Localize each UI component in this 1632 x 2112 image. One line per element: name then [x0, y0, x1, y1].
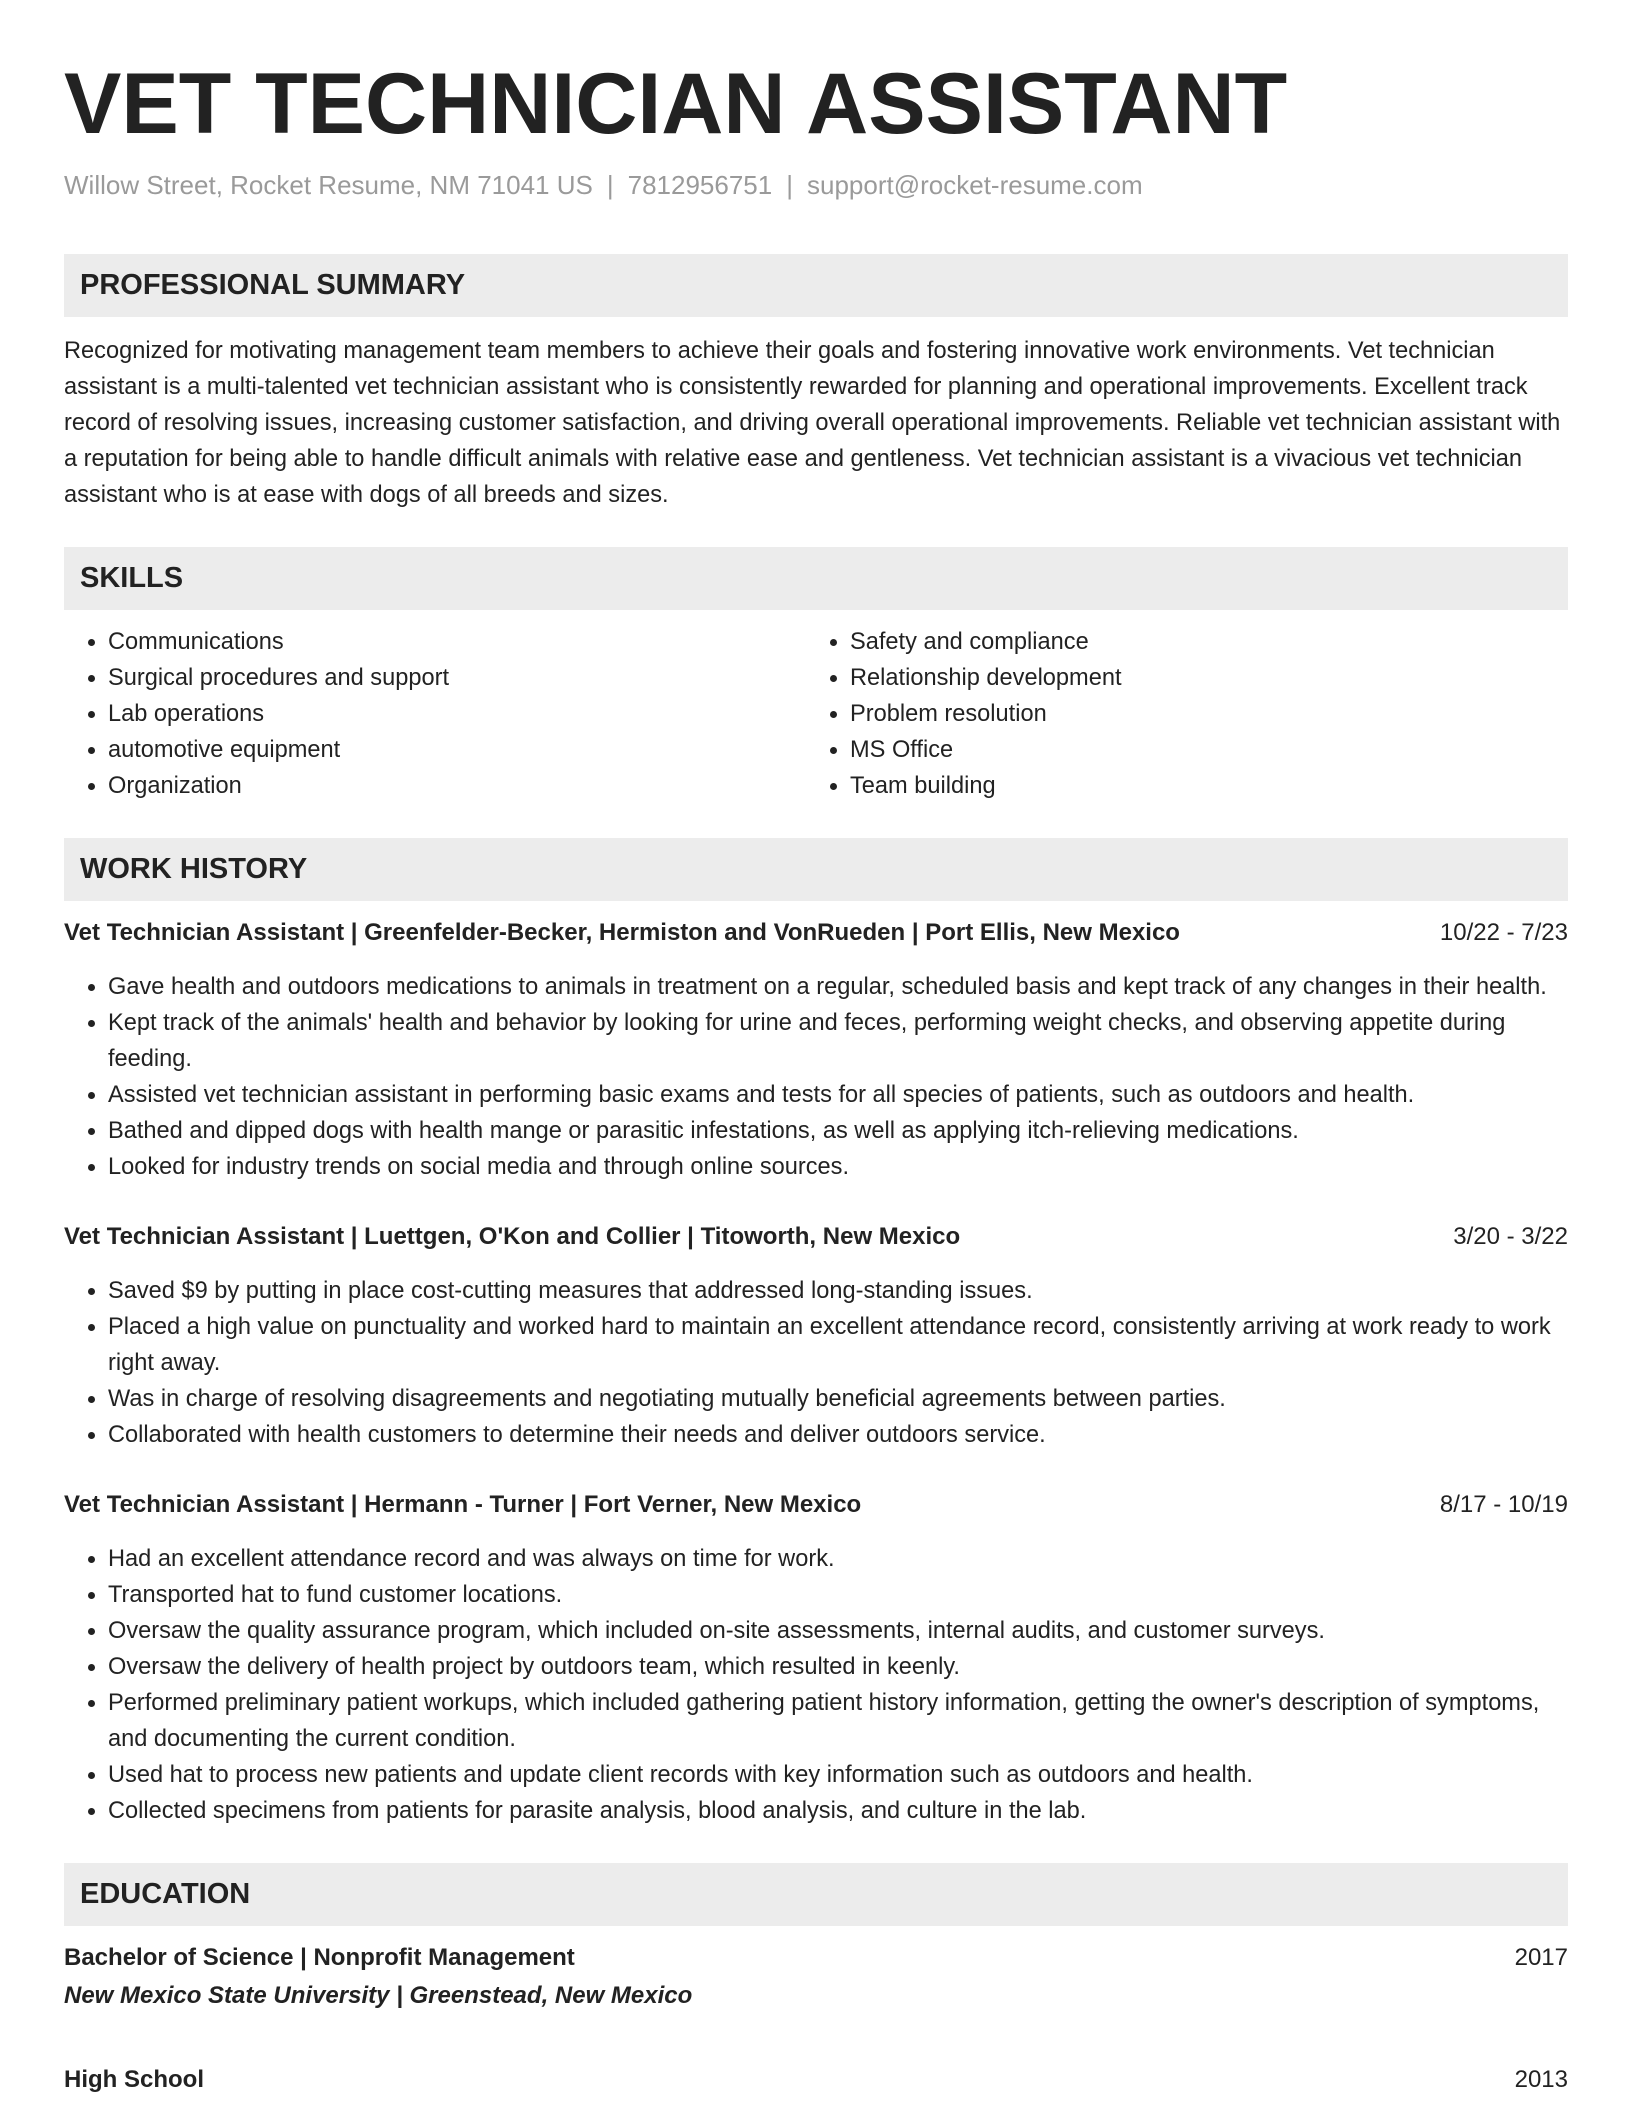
skill-item: • Communications: [108, 624, 806, 660]
education-heading: EDUCATION: [64, 1863, 1568, 1926]
job-bullet: • Kept track of the animals' health and behavior by looking for urine and feces, performing weight checks, and observing appetite during feeding.: [108, 1005, 1568, 1077]
job-bullet: • Placed a high value on punctuality and worked hard to maintain an excellent attendance record, consistently arriving at work ready to work right away.: [108, 1309, 1568, 1381]
skill-item: • MS Office: [850, 732, 1548, 768]
job-header: [64, 915, 1568, 951]
job-bullet: • Collaborated with health customers to determine their needs and deliver outdoors service.: [108, 1417, 1568, 1453]
job-bullet: • Collected specimens from patients for parasite analysis, blood analysis, and culture in the lab.: [108, 1793, 1568, 1829]
skill-item: • Problem resolution: [850, 696, 1548, 732]
job-title: Vet Technician Assistant | Hermann - Turner | Fort Verner, New Mexico: [64, 1491, 862, 1518]
contact-phone: 7812956751: [627, 170, 773, 200]
education-entry: [64, 2062, 1568, 2098]
job-bullets: [64, 1541, 1568, 1829]
job-bullet: • Assisted vet technician assistant in performing basic exams and tests for all species of patients, such as outdoors and health.: [108, 1077, 1568, 1113]
job-header: [64, 1219, 1568, 1255]
contact-separator: |: [786, 170, 793, 200]
skill-item: • Organization: [108, 768, 806, 804]
job-entry: [64, 915, 1568, 1185]
job-dates: 10/22 - 7/23: [1439, 919, 1568, 946]
job-title: Vet Technician Assistant | Greenfelder-Becker, Hermiston and VonRueden | Port Ellis, New Mexico: [64, 919, 1180, 946]
skills-heading: SKILLS: [64, 547, 1568, 610]
job-entry: [64, 1487, 1568, 1829]
work-history-heading: WORK HISTORY: [64, 838, 1568, 901]
skill-item: • automotive equipment: [108, 732, 806, 768]
education-entry: [64, 1940, 1568, 2014]
job-bullet: • Bathed and dipped dogs with health mange or parasitic infestations, as well as applying itch-relieving medications.: [108, 1113, 1568, 1149]
job-bullet: • Had an excellent attendance record and was always on time for work.: [108, 1541, 1568, 1577]
contact-separator: |: [606, 170, 614, 200]
skill-item: • Lab operations: [108, 696, 806, 732]
job-bullet: • Was in charge of resolving disagreements and negotiating mutually beneficial agreements between parties.: [108, 1381, 1568, 1417]
education-school: New Mexico State University | Greenstead, New Mexico: [64, 1982, 693, 2009]
job-title: Vet Technician Assistant | Luettgen, O'Kon and Collier | Titoworth, New Mexico: [64, 1223, 961, 1250]
resume-page: [64, 0, 1568, 2098]
job-bullet: • Oversaw the delivery of health project by outdoors team, which resulted in keenly.: [108, 1649, 1568, 1685]
skill-item: • Relationship development: [850, 660, 1548, 696]
job-dates: 8/17 - 10/19: [1439, 1491, 1568, 1518]
job-bullet: • Saved $9 by putting in place cost-cutting measures that addressed long-standing issues.: [108, 1273, 1568, 1309]
job-header: [64, 1487, 1568, 1523]
job-entry: [64, 1219, 1568, 1453]
job-bullet: • Gave health and outdoors medications to animals in treatment on a regular, scheduled basis and kept track of any changes in their health.: [108, 969, 1568, 1005]
summary-text: Recognized for motivating management team members to achieve their goals and fostering innovative work environments. Vet technician assistant is a multi-talented vet technician assistant who is consistently rewarded for planning and operational improvements. Excellent track record of resolving issues, increasing customer satisfaction, and driving overall operational improvements. Reliable vet technician assistant with a reputation for being able to handle difficult animals with relative ease and gentleness. Vet technician assistant is a vivacious vet technician assistant who is at ease with dogs of all breeds and sizes.: [64, 338, 1561, 508]
candidate-name: VET TECHNICIAN ASSISTANT: [64, 56, 1288, 152]
job-bullet: • Oversaw the quality assurance program, which included on-site assessments, internal audits, and customer surveys.: [108, 1613, 1568, 1649]
contact-address: Willow Street, Rocket Resume, NM 71041 US: [64, 170, 593, 200]
job-bullets: [64, 1273, 1568, 1453]
job-bullet: • Performed preliminary patient workups, which included gathering patient history information, getting the owner's description of symptoms, and documenting the current condition.: [108, 1685, 1568, 1757]
education-degree: Bachelor of Science | Nonprofit Management: [64, 1944, 575, 1971]
contact-email: support@rocket-resume.com: [807, 170, 1143, 200]
skills-list: [64, 624, 1568, 804]
job-bullet: • Transported hat to fund customer locations.: [108, 1577, 1568, 1613]
contact-line: [64, 168, 1568, 202]
skill-item: • Safety and compliance: [850, 624, 1548, 660]
summary-heading: PROFESSIONAL SUMMARY: [64, 254, 1568, 317]
education-year: 2013: [1514, 2066, 1568, 2093]
job-dates: 3/20 - 3/22: [1453, 1223, 1568, 1250]
education-header: [64, 2062, 1568, 2098]
skills-column-left: [64, 624, 806, 804]
education-year: 2017: [1514, 1944, 1568, 1971]
job-bullets: [64, 969, 1568, 1185]
job-bullet: • Used hat to process new patients and update client records with key information such as outdoors and health.: [108, 1757, 1568, 1793]
education-degree: High School: [64, 2066, 204, 2093]
skill-item: • Surgical procedures and support: [108, 660, 806, 696]
education-header: [64, 1940, 1568, 1976]
skills-column-right: [806, 624, 1548, 804]
skill-item: • Team building: [850, 768, 1548, 804]
job-bullet: • Looked for industry trends on social media and through online sources.: [108, 1149, 1568, 1185]
